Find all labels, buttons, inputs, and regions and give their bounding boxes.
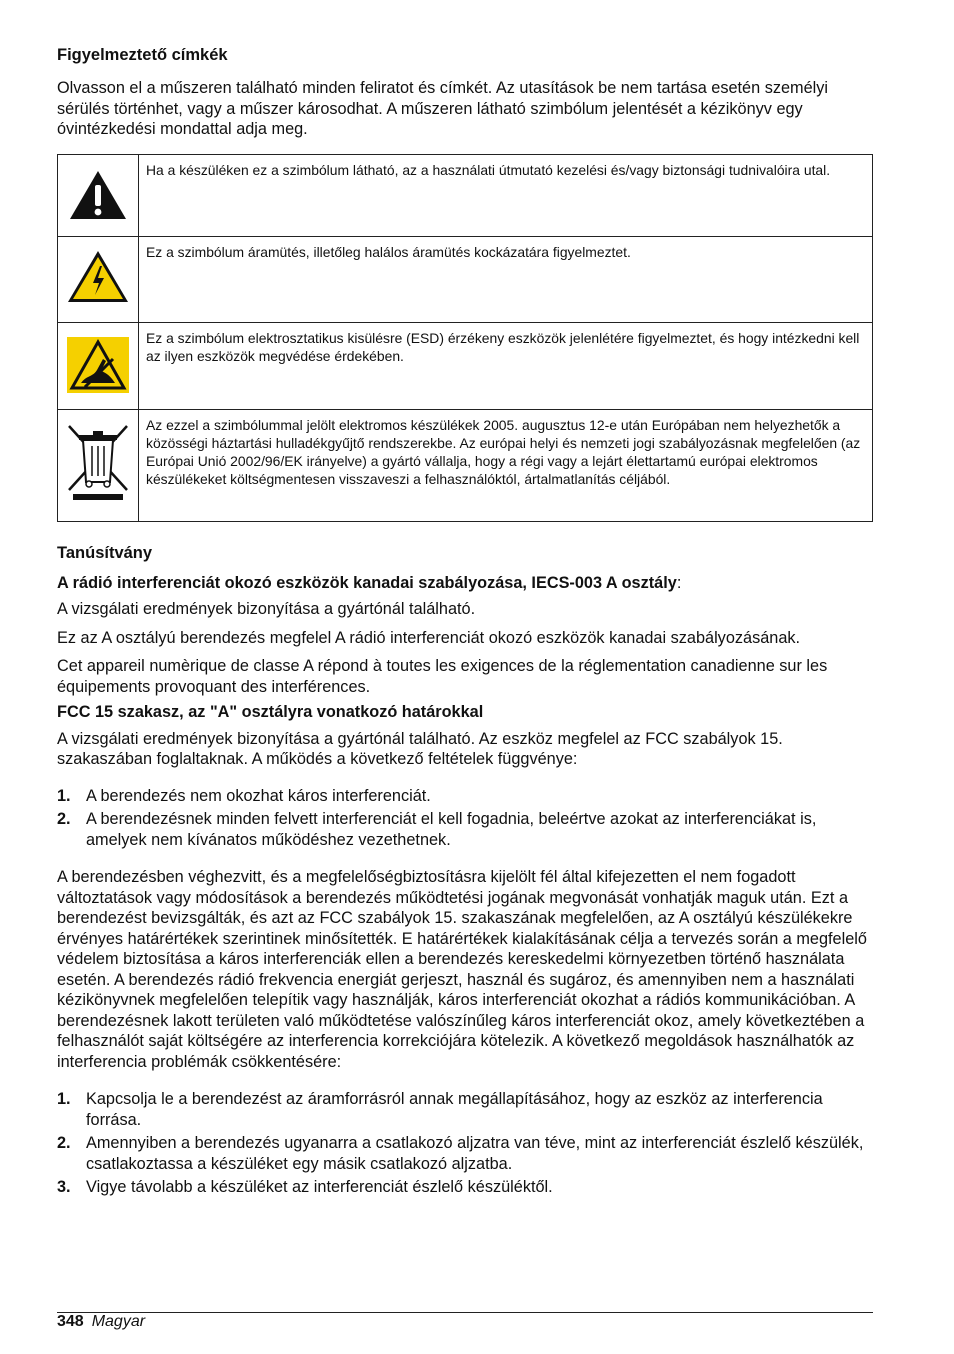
canada-title-colon: : bbox=[676, 573, 682, 592]
symbol-description: Ez a szimbólum áramütés, illetőleg halálos áramütés kockázatára figyelmeztet. bbox=[139, 236, 873, 322]
canada-paragraph-french: Cet appareil numèrique de classe A répond à toutes les exigences de la réglementation canadienne sur les équipements provoquant des interférences. bbox=[57, 657, 828, 696]
table-row bbox=[58, 154, 873, 236]
icon-cell bbox=[58, 409, 139, 521]
list-item bbox=[57, 809, 873, 850]
footer-language: Magyar bbox=[91, 1313, 146, 1330]
list-text: Vigye távolabb a készüléket az interferenciát észlelő készüléktől. bbox=[86, 1178, 553, 1196]
list-number: 1. bbox=[57, 786, 71, 805]
list-number: 3. bbox=[57, 1178, 71, 1196]
symbol-table bbox=[57, 154, 873, 522]
page-number: 348 bbox=[57, 1313, 84, 1330]
certification-heading: Tanúsítvány bbox=[57, 543, 153, 562]
canada-paragraph: Ez az A osztályú berendezés megfelel A rádió interferenciát okozó eszközök kanadai szabályozásának. bbox=[57, 628, 801, 647]
list-text: Kapcsolja le a berendezést az áramforrásról annak megállapításához, hogy az eszköz az interferencia forrása. bbox=[86, 1090, 823, 1129]
canada-title: A rádió interferenciát okozó eszközök kanadai szabályozása, IECS-003 A osztály bbox=[57, 573, 677, 592]
fcc-paragraph: A berendezésben véghezvitt, és a megfelelőségbiztosításra kijelölt fél által kifejezetten el nem fogadott változtatások vagy módosítások a berendezés működtetési jogának megvonását vonhatják maguk után. Ezt a berendezést bevizsgálták, és azt az FCC szabályok 15. szakaszának megfelelően, az A osztályú készülékekre érvényes határértékek szerintinek minősítették. E határértékek kialakításának célja a tervezés során a megfelelő védelem biztosítása a káros interferenciák ellen a berendezés kereskedelmi környezetben történő használata esetén. A berendezés rádió frekvencia energiát gerjeszt, használ és sugároz, és amennyiben nem a használati kézikönyvnek megfelelően telepítik vagy használják, káros interferenciát okozhat a rádiós kommunikációban. A berendezésnek lakott területen való működtetése valószínűleg káros interferenciát okoz, amely következtében a felhasználót saját költségére az interferencia korrekciójára kötelezik. A következő megoldások használhatók az interferencia problémák csökkentésére: bbox=[57, 868, 867, 1071]
warning-triangle-icon bbox=[68, 169, 128, 221]
electrical-hazard-icon bbox=[66, 249, 130, 305]
weee-crossed-bin-icon bbox=[65, 422, 131, 502]
list-number: 2. bbox=[57, 810, 71, 828]
icon-cell bbox=[58, 322, 139, 409]
table-row bbox=[58, 236, 873, 322]
symbol-description: Ha a készüléken ez a szimbólum látható, az a használati útmutató kezelési és/vagy biztonsági tudnivalóira utal. bbox=[139, 154, 873, 236]
list-item bbox=[57, 1177, 873, 1198]
list-number: 1. bbox=[57, 1090, 71, 1108]
symbol-description: Az ezzel a szimbólummal jelölt elektromos készülékek 2005. augusztus 12-e után Európában nem helyezhetők a közösségi háztartási hulladékgyűjtő rendszerekbe. Az európai helyi és nemzeti jogi szabályozásnak megfelelően (az Európai Unió 2002/96/EK irányelve) a gyártó vállalja, hogy a régi vagy a lejárt élettartamú európai elektromos készülékeket költségmentesen visszaveszi a felhasználóktól, ártalmatlanítás céljából. bbox=[139, 409, 873, 521]
interference-fixes-list bbox=[57, 1089, 873, 1198]
fcc-conditions-list bbox=[57, 786, 873, 851]
list-item bbox=[57, 1133, 873, 1174]
page-content bbox=[57, 46, 873, 1198]
warnings-intro: Olvasson el a műszeren található minden feliratot és címkét. Az utasítások be nem tartása esetén személyi sérülés történhet, vagy a műszer károsodhat. A műszeren látható szimbólum jelentését a kézikönyv egy óvintézkedési mondattal adja meg. bbox=[57, 79, 829, 138]
symbol-description: Ez a szimbólum elektrosztatikus kisülésre (ESD) érzékeny eszközök jelenlétére figyelmeztet, és hogy intézkedni kell az ilyen eszközök megvédése érdekében. bbox=[139, 322, 873, 409]
list-text: A berendezésnek minden felvett interferenciát el kell fogadnia, beleértve azokat az interferenciákat is, amelyek nem kívánatos működéshez vezethetnek. bbox=[86, 810, 817, 849]
icon-cell bbox=[58, 154, 139, 236]
canada-paragraph: A vizsgálati eredmények bizonyítása a gyártónál található. bbox=[57, 600, 476, 618]
icon-cell bbox=[58, 236, 139, 322]
warnings-heading: Figyelmeztető címkék bbox=[57, 46, 228, 64]
list-text: A berendezés nem okozhat káros interferenciát. bbox=[86, 786, 431, 805]
fcc-paragraph: A vizsgálati eredmények bizonyítása a gyártónál található. Az eszköz megfelel az FCC szabályok 15. szakaszában foglaltaknak. A működés a következő feltételek függvénye: bbox=[57, 729, 783, 768]
fcc-title: FCC 15 szakasz, az "A" osztályra vonatkozó határokkal bbox=[57, 703, 484, 721]
list-text: Amennyiben a berendezés ugyanarra a csatlakozó aljzatra van téve, mint az interferenciát észlelő készülék, csatlakoztassa a készüléket egy másik csatlakozó aljzatba. bbox=[86, 1134, 864, 1173]
list-item bbox=[57, 1089, 873, 1130]
page-footer bbox=[57, 1312, 873, 1331]
table-row bbox=[58, 409, 873, 521]
list-item bbox=[57, 786, 873, 807]
esd-icon bbox=[67, 337, 129, 393]
canada-title-line bbox=[57, 573, 873, 594]
table-row bbox=[58, 322, 873, 409]
list-number: 2. bbox=[57, 1134, 71, 1152]
